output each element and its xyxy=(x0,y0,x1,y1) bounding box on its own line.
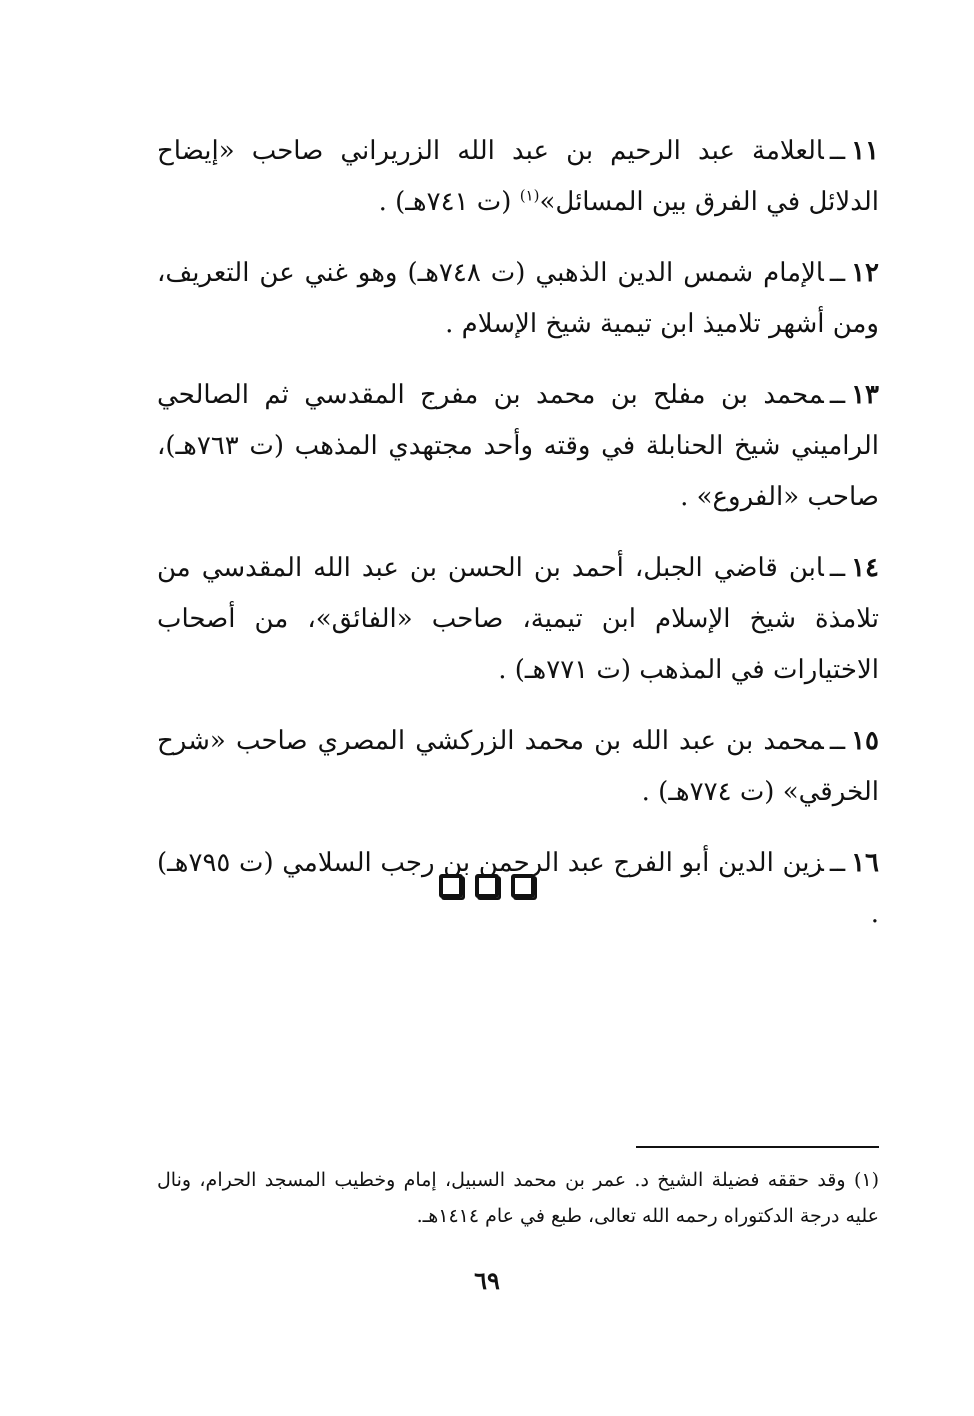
footnote-marker: (١) xyxy=(853,1169,879,1191)
entry-dash: ــ xyxy=(829,136,846,166)
footnote-reference[interactable]: (١) xyxy=(519,186,540,205)
entry-12 xyxy=(157,248,879,350)
entry-14 xyxy=(157,543,879,696)
entry-11 xyxy=(157,126,879,228)
entry-number: ١٦ xyxy=(851,848,879,878)
entry-dash: ــ xyxy=(829,726,846,756)
entry-dash: ــ xyxy=(829,848,846,878)
entry-text: محمد بن مفلح بن محمد بن مفرج المقدسي ثم الصالحي الراميني شيخ الحنابلة في وقته وأحد مجتهدي المذهب (ت ٧٦٣هـ)، صاحب «الفروع» . xyxy=(157,380,879,512)
entry-text: الإمام شمس الدين الذهبي (ت ٧٤٨هـ) وهو غني عن التعريف، ومن أشهر تلاميذ ابن تيمية شيخ الإسلام . xyxy=(157,258,879,339)
entry-text: زين الدين أبو الفرج عبد الرحمن بن رجب السلامي (ت ٧٩٥هـ) . xyxy=(157,848,879,929)
entry-text: محمد بن عبد الله بن محمد الزركشي المصري صاحب «شرح الخرقي» (ت ٧٧٤هـ) . xyxy=(157,726,879,807)
footnote-separator xyxy=(636,1146,879,1148)
entry-number: ١١ xyxy=(851,136,879,166)
entry-text: العلامة عبد الرحيم بن عبد الله الزريراني صاحب «إيضاح الدلائل في الفرق بين المسائل» xyxy=(157,136,879,217)
entry-text-after: (ت ٧٤١هـ) . xyxy=(378,187,520,217)
entry-number: ١٣ xyxy=(851,380,879,410)
square-ornament-icon xyxy=(475,874,499,898)
page-number: ٦٩ xyxy=(474,1266,500,1295)
entry-number: ١٥ xyxy=(851,726,879,756)
footnote xyxy=(157,1162,879,1234)
entry-13 xyxy=(157,370,879,523)
section-end-ornament xyxy=(0,874,974,898)
entry-dash: ــ xyxy=(829,380,846,410)
entry-15 xyxy=(157,716,879,818)
square-ornament-icon xyxy=(439,874,463,898)
entry-dash: ــ xyxy=(829,258,846,288)
entry-number: ١٤ xyxy=(851,553,879,583)
main-text xyxy=(157,126,879,960)
footnote-text: وقد حققه فضيلة الشيخ د. عمر بن محمد السبيل، إمام وخطيب المسجد الحرام، ونال عليه درجة الدكتوراه رحمه الله تعالى، طبع في عام ١٤١٤هـ. xyxy=(157,1169,879,1227)
square-ornament-icon xyxy=(511,874,535,898)
entry-dash: ــ xyxy=(829,553,846,583)
entry-text: ابن قاضي الجبل، أحمد بن الحسن بن عبد الله المقدسي من تلامذة شيخ الإسلام ابن تيمية، صاحب «الفائق»، من أصحاب الاختيارات في المذهب (ت ٧٧١هـ) . xyxy=(157,553,879,685)
entry-number: ١٢ xyxy=(851,258,879,288)
